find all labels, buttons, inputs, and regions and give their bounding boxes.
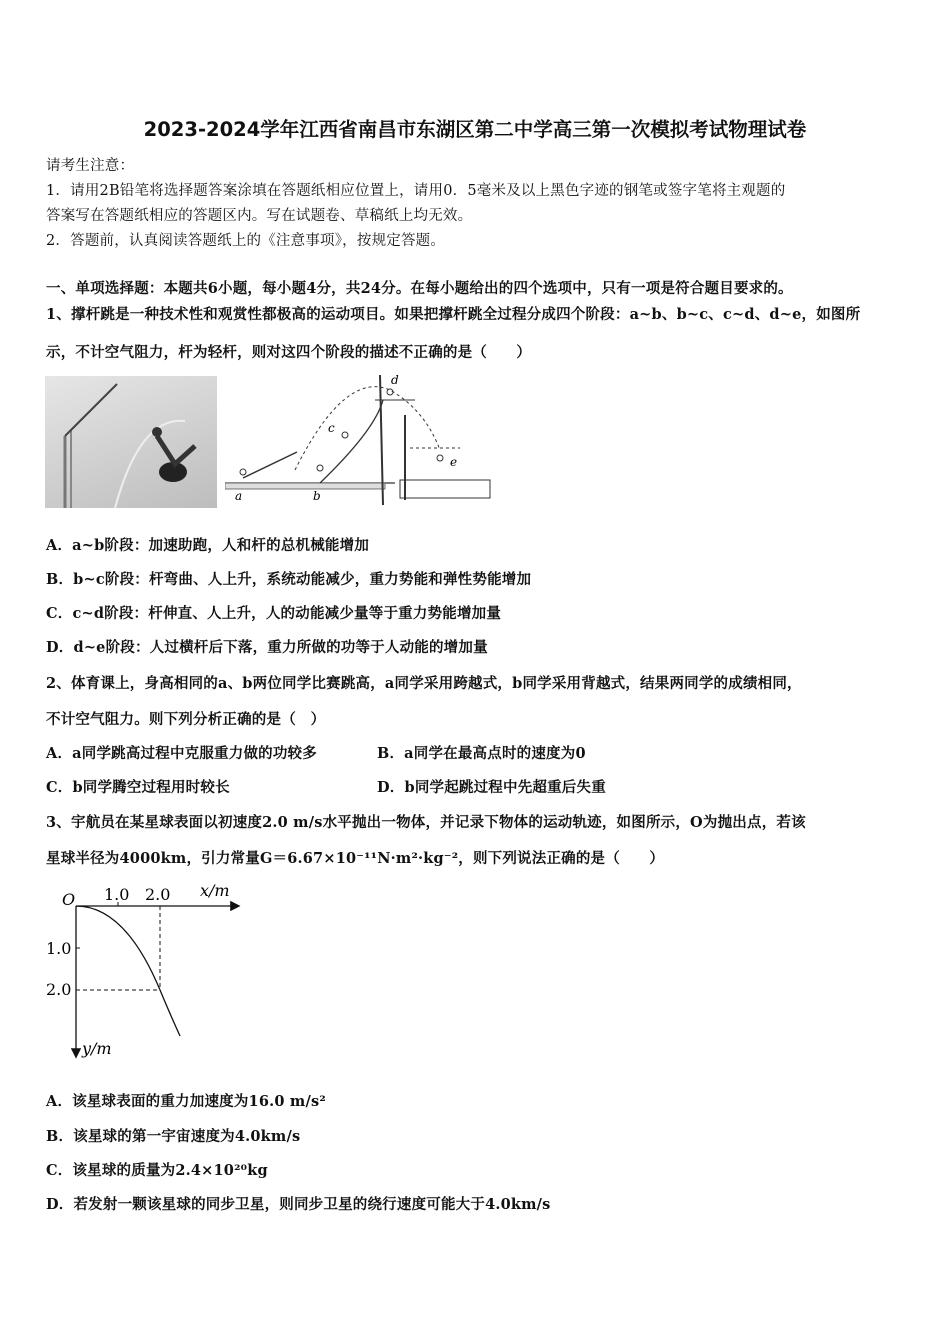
q3-option-a: A．该星球表面的重力加速度为16.0 m/s² bbox=[46, 1093, 326, 1110]
figure-label-b: b bbox=[313, 489, 321, 503]
q3-option-d: D．若发射一颗该星球的同步卫星，则同步卫星的绕行速度可能大于4.0km/s bbox=[46, 1196, 551, 1213]
notice-line-3: 2．答题前，认真阅读答题纸上的《注意事项》，按规定答题。 bbox=[46, 233, 446, 249]
y-axis-label: y/m bbox=[82, 1039, 112, 1058]
q2-option-b: B．a同学在最高点时的速度为0 bbox=[377, 745, 586, 762]
q3-stem-line-2: 星球半径为4000km，引力常量G＝6.67×10⁻¹¹N·m²·kg⁻²，则下列说法正确的是（ ） bbox=[46, 850, 665, 867]
q1-option-d: D．d~e阶段：人过横杆后下落，重力所做的功等于人动能的增加量 bbox=[46, 639, 488, 656]
q3-option-b: B．该星球的第一宇宙速度为4.0km/s bbox=[46, 1128, 301, 1145]
page-title: 2023-2024学年江西省南昌市东湖区第二中学高三第一次模拟考试物理试卷 bbox=[143, 118, 807, 141]
trajectory-curve bbox=[76, 906, 180, 1036]
pole-vault-schematic bbox=[225, 370, 495, 510]
pole-vault-photo-drawing bbox=[45, 376, 217, 508]
q2-option-c: C．b同学腾空过程用时较长 bbox=[46, 779, 230, 796]
q2-option-d: D．b同学起跳过程中先超重后失重 bbox=[377, 779, 606, 796]
origin-label: O bbox=[62, 890, 76, 909]
figure-label-a: a bbox=[235, 489, 243, 503]
q1-option-a: A．a~b阶段：加速助跑，人和杆的总机械能增加 bbox=[46, 537, 370, 554]
figure-label-e: e bbox=[450, 455, 458, 469]
y-tick-2: 2.0 bbox=[46, 980, 72, 999]
y-tick-1: 1.0 bbox=[46, 939, 72, 958]
x-tick-1: 1.0 bbox=[104, 885, 130, 904]
q3-stem-line-1: 3、宇航员在某星球表面以初速度2.0 m/s水平抛出一物体，并记录下物体的运动轨迹，如图所示，O为抛出点，若该 bbox=[46, 814, 806, 831]
notice-heading: 请考生注意： bbox=[46, 158, 135, 174]
q1-stem-line-1: 1、撑杆跳是一种技术性和观赏性都极高的运动项目。如果把撑杆跳全过程分成四个阶段：a~b、b~c、c~d、d~e，如图所 bbox=[46, 306, 861, 323]
figure-label-c: c bbox=[328, 421, 335, 435]
q2-stem-line-1: 2、体育课上，身高相同的a、b两位同学比赛跳高，a同学采用跨越式，b同学采用背越式，结果两同学的成绩相同， bbox=[46, 675, 802, 692]
q1-stem-line-2: 示，不计空气阻力，杆为轻杆，则对这四个阶段的描述不正确的是（ ） bbox=[46, 344, 532, 361]
q1-option-c: C．c~d阶段：杆伸直、人上升，人的动能减少量等于重力势能增加量 bbox=[46, 605, 502, 622]
notice-line-2: 答案写在答题纸相应的答题区内。写在试题卷、草稿纸上均无效。 bbox=[46, 208, 473, 224]
q1-option-b: B．b~c阶段：杆弯曲、人上升，系统动能减少，重力势能和弹性势能增加 bbox=[46, 571, 532, 588]
q2-option-a: A．a同学跳高过程中克服重力做的功较多 bbox=[46, 745, 317, 762]
pole-vault-photo bbox=[45, 376, 217, 508]
q2-stem-line-2: 不计空气阻力。则下列分析正确的是（ ） bbox=[46, 711, 326, 728]
x-axis-label: x/m bbox=[200, 881, 230, 900]
figure-label-d: d bbox=[391, 373, 399, 387]
notice-line-1: 1．请用2B铅笔将选择题答案涂填在答题纸相应位置上，请用0．5毫米及以上黑色字迹的钢笔或签字笔将主观题的 bbox=[46, 183, 786, 199]
q3-option-c: C．该星球的质量为2.4×10²⁰kg bbox=[46, 1162, 268, 1179]
section-heading: 一、单项选择题：本题共6小题，每小题4分，共24分。在每小题给出的四个选项中，只有一项是符合题目要求的。 bbox=[46, 280, 793, 297]
x-tick-2: 2.0 bbox=[145, 885, 171, 904]
trajectory-graph bbox=[40, 878, 270, 1063]
